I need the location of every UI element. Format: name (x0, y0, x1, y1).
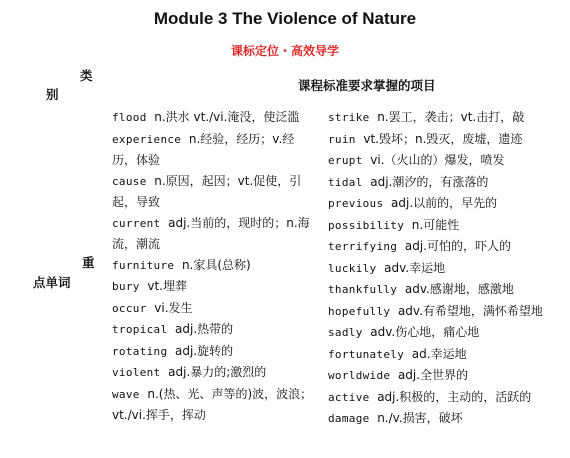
vocab-word: damage (328, 412, 370, 425)
vocab-word: possibility (328, 218, 405, 232)
vocab-word: terrifying (328, 240, 398, 253)
vocab-entry (112, 171, 318, 213)
requirement-header: 课程标准要求掌握的项目 (298, 78, 436, 93)
vocab-word: ruin (328, 132, 356, 146)
vocab-entry (328, 172, 564, 194)
vocab-meaning: n.家具(总称) (181, 257, 251, 272)
vocab-word: sadly (328, 326, 363, 339)
vocab-word: cause (112, 174, 147, 188)
category-header-part2: 别 (46, 87, 59, 102)
vocab-entry (112, 298, 318, 320)
vocab-entry (328, 150, 564, 172)
vocab-meaning: vt.埋葬 (147, 279, 187, 293)
vocab-meaning: adv.伤心地，痛心地 (370, 325, 480, 339)
vocab-entry (112, 341, 318, 363)
vocab-entry (328, 344, 564, 366)
vocab-word: hopefully (328, 304, 391, 318)
vocab-meaning: adj.全世界的 (397, 368, 469, 382)
vocab-word: occur (112, 301, 147, 315)
vocab-word: previous (328, 197, 384, 210)
vocab-meaning: adj.积极的，主动的，活跃的 (377, 389, 532, 404)
vocab-word: fortunately (328, 347, 405, 361)
vocab-meaning: adj.潮汐的，有涨落的 (370, 174, 489, 189)
vocab-word: current (112, 216, 161, 230)
vocab-word: erupt (328, 154, 363, 167)
vocab-meaning: n.经验，经历；v.经历，体验 (112, 131, 295, 167)
vocab-meaning: n.洪水 vt./vi.淹没，使泛滥 (154, 110, 300, 124)
vocab-entry (328, 215, 564, 237)
vocab-meaning: adv.感谢地，感激地 (404, 282, 514, 296)
vocab-meaning: adj.暴力的;激烈的 (168, 365, 267, 379)
vocab-entry (112, 319, 318, 341)
section-label-part1: 重 (82, 255, 95, 270)
vocab-meaning: adj.当前的，现时的；n.海流，潮流 (112, 215, 310, 251)
vocab-entry (328, 322, 564, 344)
word-list-right (328, 107, 564, 430)
vocab-meaning: adj.旋转的 (175, 343, 234, 358)
vocab-meaning: n./v.损害，破坏 (377, 411, 463, 425)
vocab-word: tidal (328, 175, 363, 189)
vocab-meaning: adj.可怕的，吓人的 (404, 239, 511, 253)
vocab-entry (112, 129, 318, 171)
page-subtitle: 课标定位・高效导学 (230, 44, 339, 58)
vocab-entry (112, 213, 318, 255)
section-label-part2: 点单词 (33, 275, 71, 290)
vocab-meaning: vi.（火山的）爆发，喷发 (370, 153, 505, 167)
vocab-word: tropical (112, 323, 168, 336)
vocab-meaning: vt.毁坏；n.毁灭，废墟，遗迹 (363, 131, 523, 146)
vocab-entry (328, 408, 564, 430)
vocab-entry (112, 276, 318, 298)
vocab-meaning: adj.以前的，早先的 (391, 196, 498, 210)
vocab-meaning: adv.有希望地，满怀希望地 (397, 303, 543, 318)
vocab-meaning: n.原因，起因；vt.促使，引起，导致 (112, 173, 302, 209)
word-list-left (112, 107, 318, 426)
vocab-meaning: n.罢工，袭击；vt.击打，敲 (377, 110, 525, 124)
category-header-part1: 类 (80, 68, 93, 83)
vocab-entry (328, 129, 564, 151)
vocab-meaning: n.可能性 (411, 217, 460, 232)
vocab-word: rotating (112, 344, 168, 358)
vocab-entry (112, 384, 318, 426)
vocab-word: wave (112, 387, 140, 401)
vocab-word: strike (328, 111, 370, 124)
vocab-meaning: adv.幸运地 (384, 260, 446, 275)
vocab-entry (112, 107, 318, 129)
vocab-word: thankfully (328, 283, 398, 296)
vocab-entry (328, 365, 564, 387)
vocab-entry (328, 107, 564, 129)
vocab-meaning: vi.发生 (154, 300, 193, 315)
vocab-word: flood (112, 111, 147, 124)
vocab-entry (328, 279, 564, 301)
vocab-entry (328, 258, 564, 280)
vocab-meaning: ad.幸运地 (411, 346, 467, 361)
vocab-entry (328, 236, 564, 258)
vocab-entry (112, 255, 318, 277)
vocab-word: luckily (328, 261, 377, 275)
vocab-word: violent (112, 366, 161, 379)
vocab-word: bury (112, 280, 140, 293)
page-title: Module 3 The Violence of Nature (153, 9, 417, 28)
vocab-word: active (328, 390, 370, 404)
vocab-entry (328, 193, 564, 215)
vocab-word: furniture (112, 258, 175, 272)
vocab-word: experience (112, 132, 182, 146)
vocab-meaning: n.(热、光、声等的)波，波浪；vt./vi.挥手，挥动 (112, 386, 313, 422)
vocab-word: worldwide (328, 369, 391, 382)
vocab-meaning: adj.热带的 (175, 322, 234, 336)
vocab-entry (328, 301, 564, 323)
vocab-entry (112, 362, 318, 384)
vocab-entry (328, 387, 564, 409)
